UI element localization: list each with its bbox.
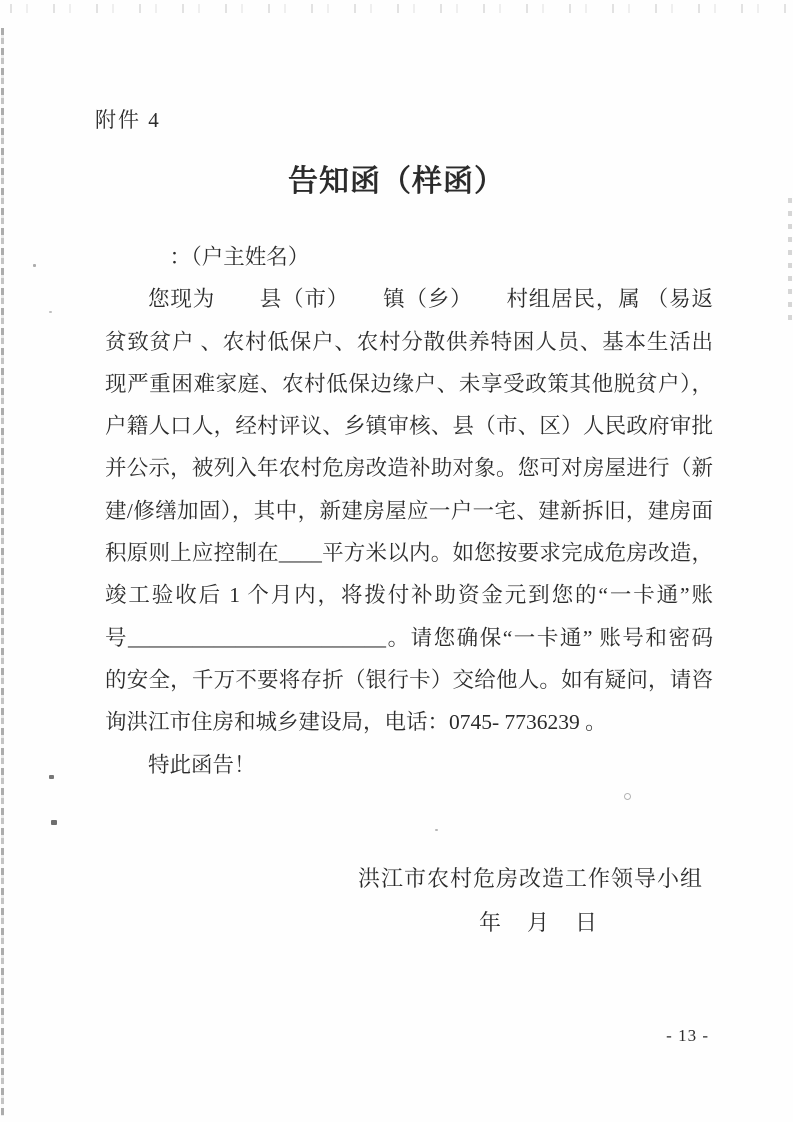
document-body bbox=[105, 236, 713, 786]
scan-speck bbox=[435, 829, 438, 831]
body-line: 号________________________。请您确保“一卡通” 账号和密码 bbox=[105, 625, 713, 650]
page-number: - 13 - bbox=[666, 1026, 709, 1045]
scan-speck bbox=[51, 820, 57, 825]
body-line: 并公示，被列入年农村危房改造补助对象。您可对房屋进行（新 bbox=[105, 456, 713, 481]
scan-speck bbox=[49, 311, 52, 313]
salutation-line: ：（户主姓名） bbox=[169, 245, 310, 269]
body-line: 您现为 县（市） 镇（乡） 村组居民，属 （易返 bbox=[148, 287, 713, 312]
scan-noise-right-edge bbox=[788, 198, 792, 323]
body-line: 现严重困难家庭、农村低保边缘户、未享受政策其他脱贫户）， bbox=[105, 371, 713, 396]
closing-line: 特此函告！ bbox=[148, 752, 256, 777]
signature-date-line: 年 月 日 bbox=[479, 910, 600, 935]
scan-speck bbox=[33, 264, 36, 267]
body-line: 建/修缮加固），其中，新建房屋应一户一宅、建新拆旧，建房面 bbox=[105, 498, 713, 523]
scan-noise-top-edge bbox=[10, 4, 787, 13]
body-line: 户籍人口人，经村评议、乡镇审核、县（市、区）人民政府审批 bbox=[105, 414, 713, 439]
signature-organization: 洪江市农村危房改造工作领导小组 bbox=[357, 866, 703, 891]
body-line: 竣工验收后 1 个月内，将拨付补助资金元到您的“一卡通”账 bbox=[105, 583, 713, 608]
attachment-label: 附件 4 bbox=[95, 108, 161, 132]
body-line: 的安全，千万不要将存折（银行卡）交给他人。如有疑问，请咨 bbox=[105, 667, 713, 692]
body-line: 询洪江市住房和城乡建设局，电话：0745- 7736239 。 bbox=[105, 710, 607, 735]
scan-speck bbox=[624, 793, 631, 800]
document-title: 告知函（样函） bbox=[288, 165, 505, 198]
body-line: 积原则上应控制在____平方米以内。如您按要求完成危房改造， bbox=[105, 541, 713, 566]
scan-speck bbox=[49, 775, 54, 779]
body-line: 贫致贫户 、农村低保户、农村分散供养特困人员、基本生活出 bbox=[105, 329, 713, 354]
